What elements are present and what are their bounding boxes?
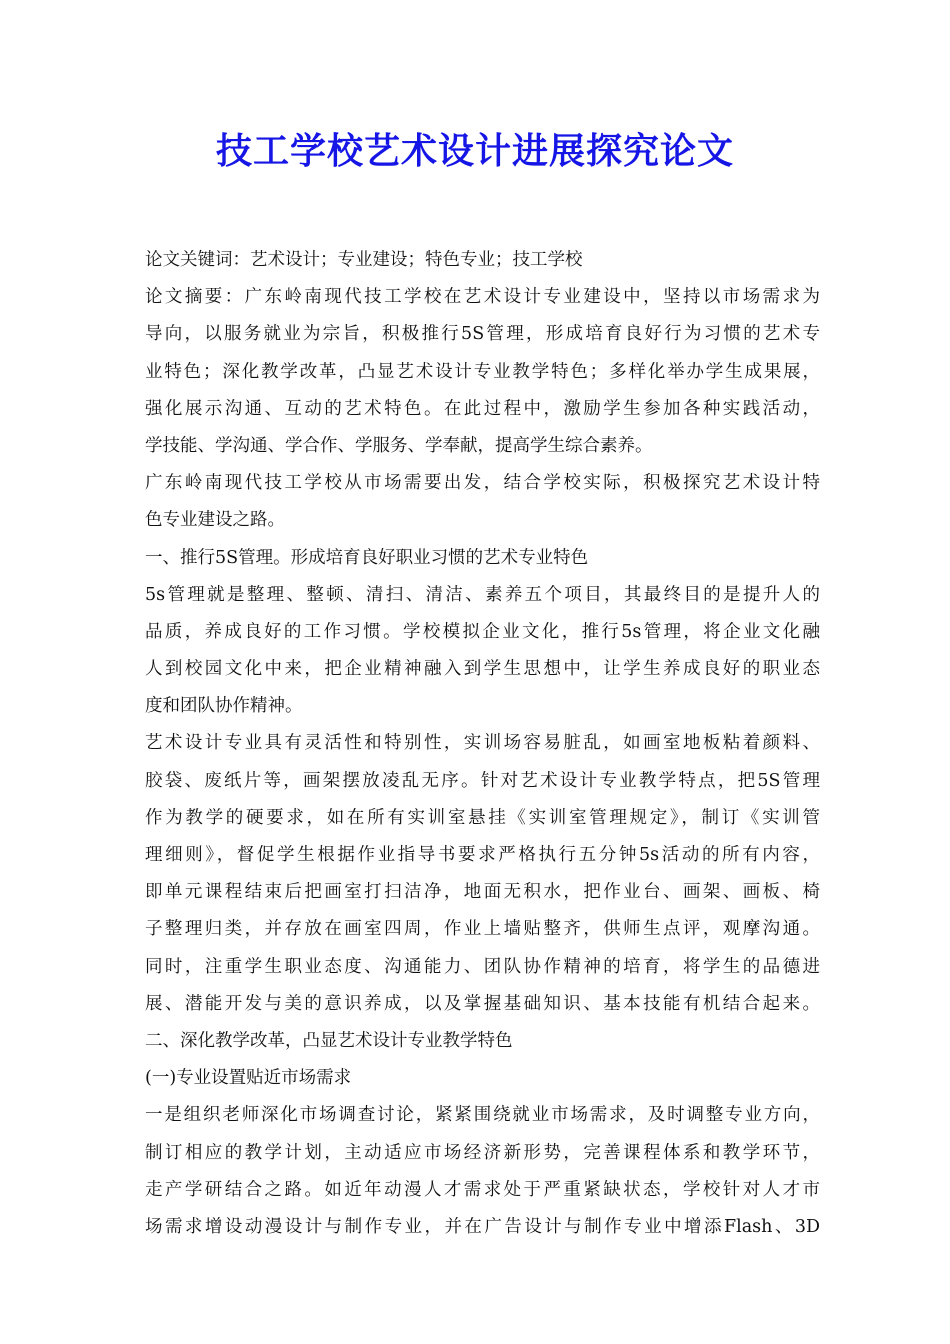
text-line: 色专业建设之路。 bbox=[145, 510, 285, 531]
text-line: 广东岭南现代技工学校从市场需要出发，结合学校实际，积极探究艺术设计特 bbox=[145, 473, 820, 494]
text-line: 同时，注重学生职业态度、沟通能力、团队协作精神的培育，将学生的品德进 bbox=[145, 956, 820, 977]
document-body bbox=[145, 242, 820, 1246]
text-line: 一是组织老师深化市场调查讨论，紧紧围绕就业市场需求，及时调整专业方向， bbox=[145, 1105, 820, 1126]
text-line: 子整理归类，并存放在画室四周，作业上墙贴整齐，供师生点评，观摩沟通。 bbox=[145, 919, 820, 940]
text-line: 论文摘要：广东岭南现代技工学校在艺术设计专业建设中，坚持以市场需求为 bbox=[145, 287, 820, 308]
text-line: 强化展示沟通、互动的艺术特色。在此过程中，激励学生参加各种实践活动， bbox=[145, 398, 820, 419]
text-line: 学技能、学沟通、学合作、学服务、学奉献，提高学生综合素养。 bbox=[145, 435, 653, 456]
text-line: 导向，以服务就业为宗旨，积极推行5S管理，形成培育良好行为习惯的艺术专 bbox=[145, 324, 820, 345]
text-line: 5s管理就是整理、整顿、清扫、清洁、素养五个项目，其最终目的是提升人的 bbox=[145, 584, 820, 605]
text-line: 业特色；深化教学改革，凸显艺术设计专业教学特色；多样化举办学生成果展， bbox=[145, 361, 820, 382]
text-line: (一)专业设置贴近市场需求 bbox=[145, 1068, 352, 1089]
text-line: 制订相应的教学计划，主动适应市场经济新形势，完善课程体系和教学环节， bbox=[145, 1142, 820, 1163]
text-line: 人到校园文化中来，把企业精神融入到学生思想中，让学生养成良好的职业态 bbox=[145, 659, 820, 680]
text-line: 二、深化教学改革，凸显艺术设计专业教学特色 bbox=[145, 1030, 513, 1051]
text-line: 胶袋、废纸片等，画架摆放凌乱无序。针对艺术设计专业教学特点，把5S管理 bbox=[145, 770, 820, 791]
text-line: 作为教学的硬要求，如在所有实训室悬挂《实训室管理规定》，制订《实训管 bbox=[145, 807, 820, 828]
text-line: 场需求增设动漫设计与制作专业，并在广告设计与制作专业中增添Flash、3D bbox=[145, 1216, 820, 1237]
text-line: 品质，养成良好的工作习惯。学校模拟企业文化，推行5s管理，将企业文化融 bbox=[145, 621, 820, 642]
text-line: 度和团队协作精神。 bbox=[145, 696, 303, 717]
document-title: 技工学校艺术设计进展探究论文 bbox=[215, 131, 734, 172]
text-line: 论文关键词：艺术设计；专业建设；特色专业；技工学校 bbox=[145, 250, 583, 270]
text-line: 理细则》，督促学生根据作业指导书要求严格执行五分钟5s活动的所有内容， bbox=[145, 845, 820, 865]
text-line: 即单元课程结束后把画室打扫洁净，地面无积水，把作业台、画架、画板、椅 bbox=[145, 882, 820, 903]
text-line: 艺术设计专业具有灵活性和特别性，实训场容易脏乱，如画室地板粘着颜料、 bbox=[145, 733, 820, 754]
text-line: 走产学研结合之路。如近年动漫人才需求处于严重紧缺状态，学校针对人才市 bbox=[145, 1179, 820, 1200]
text-line: 一、推行5S管理。形成培育良好职业习惯的艺术专业特色 bbox=[145, 547, 589, 568]
text-line: 展、潜能开发与美的意识养成，以及掌握基础知识、基本技能有机结合起来。 bbox=[145, 993, 820, 1014]
